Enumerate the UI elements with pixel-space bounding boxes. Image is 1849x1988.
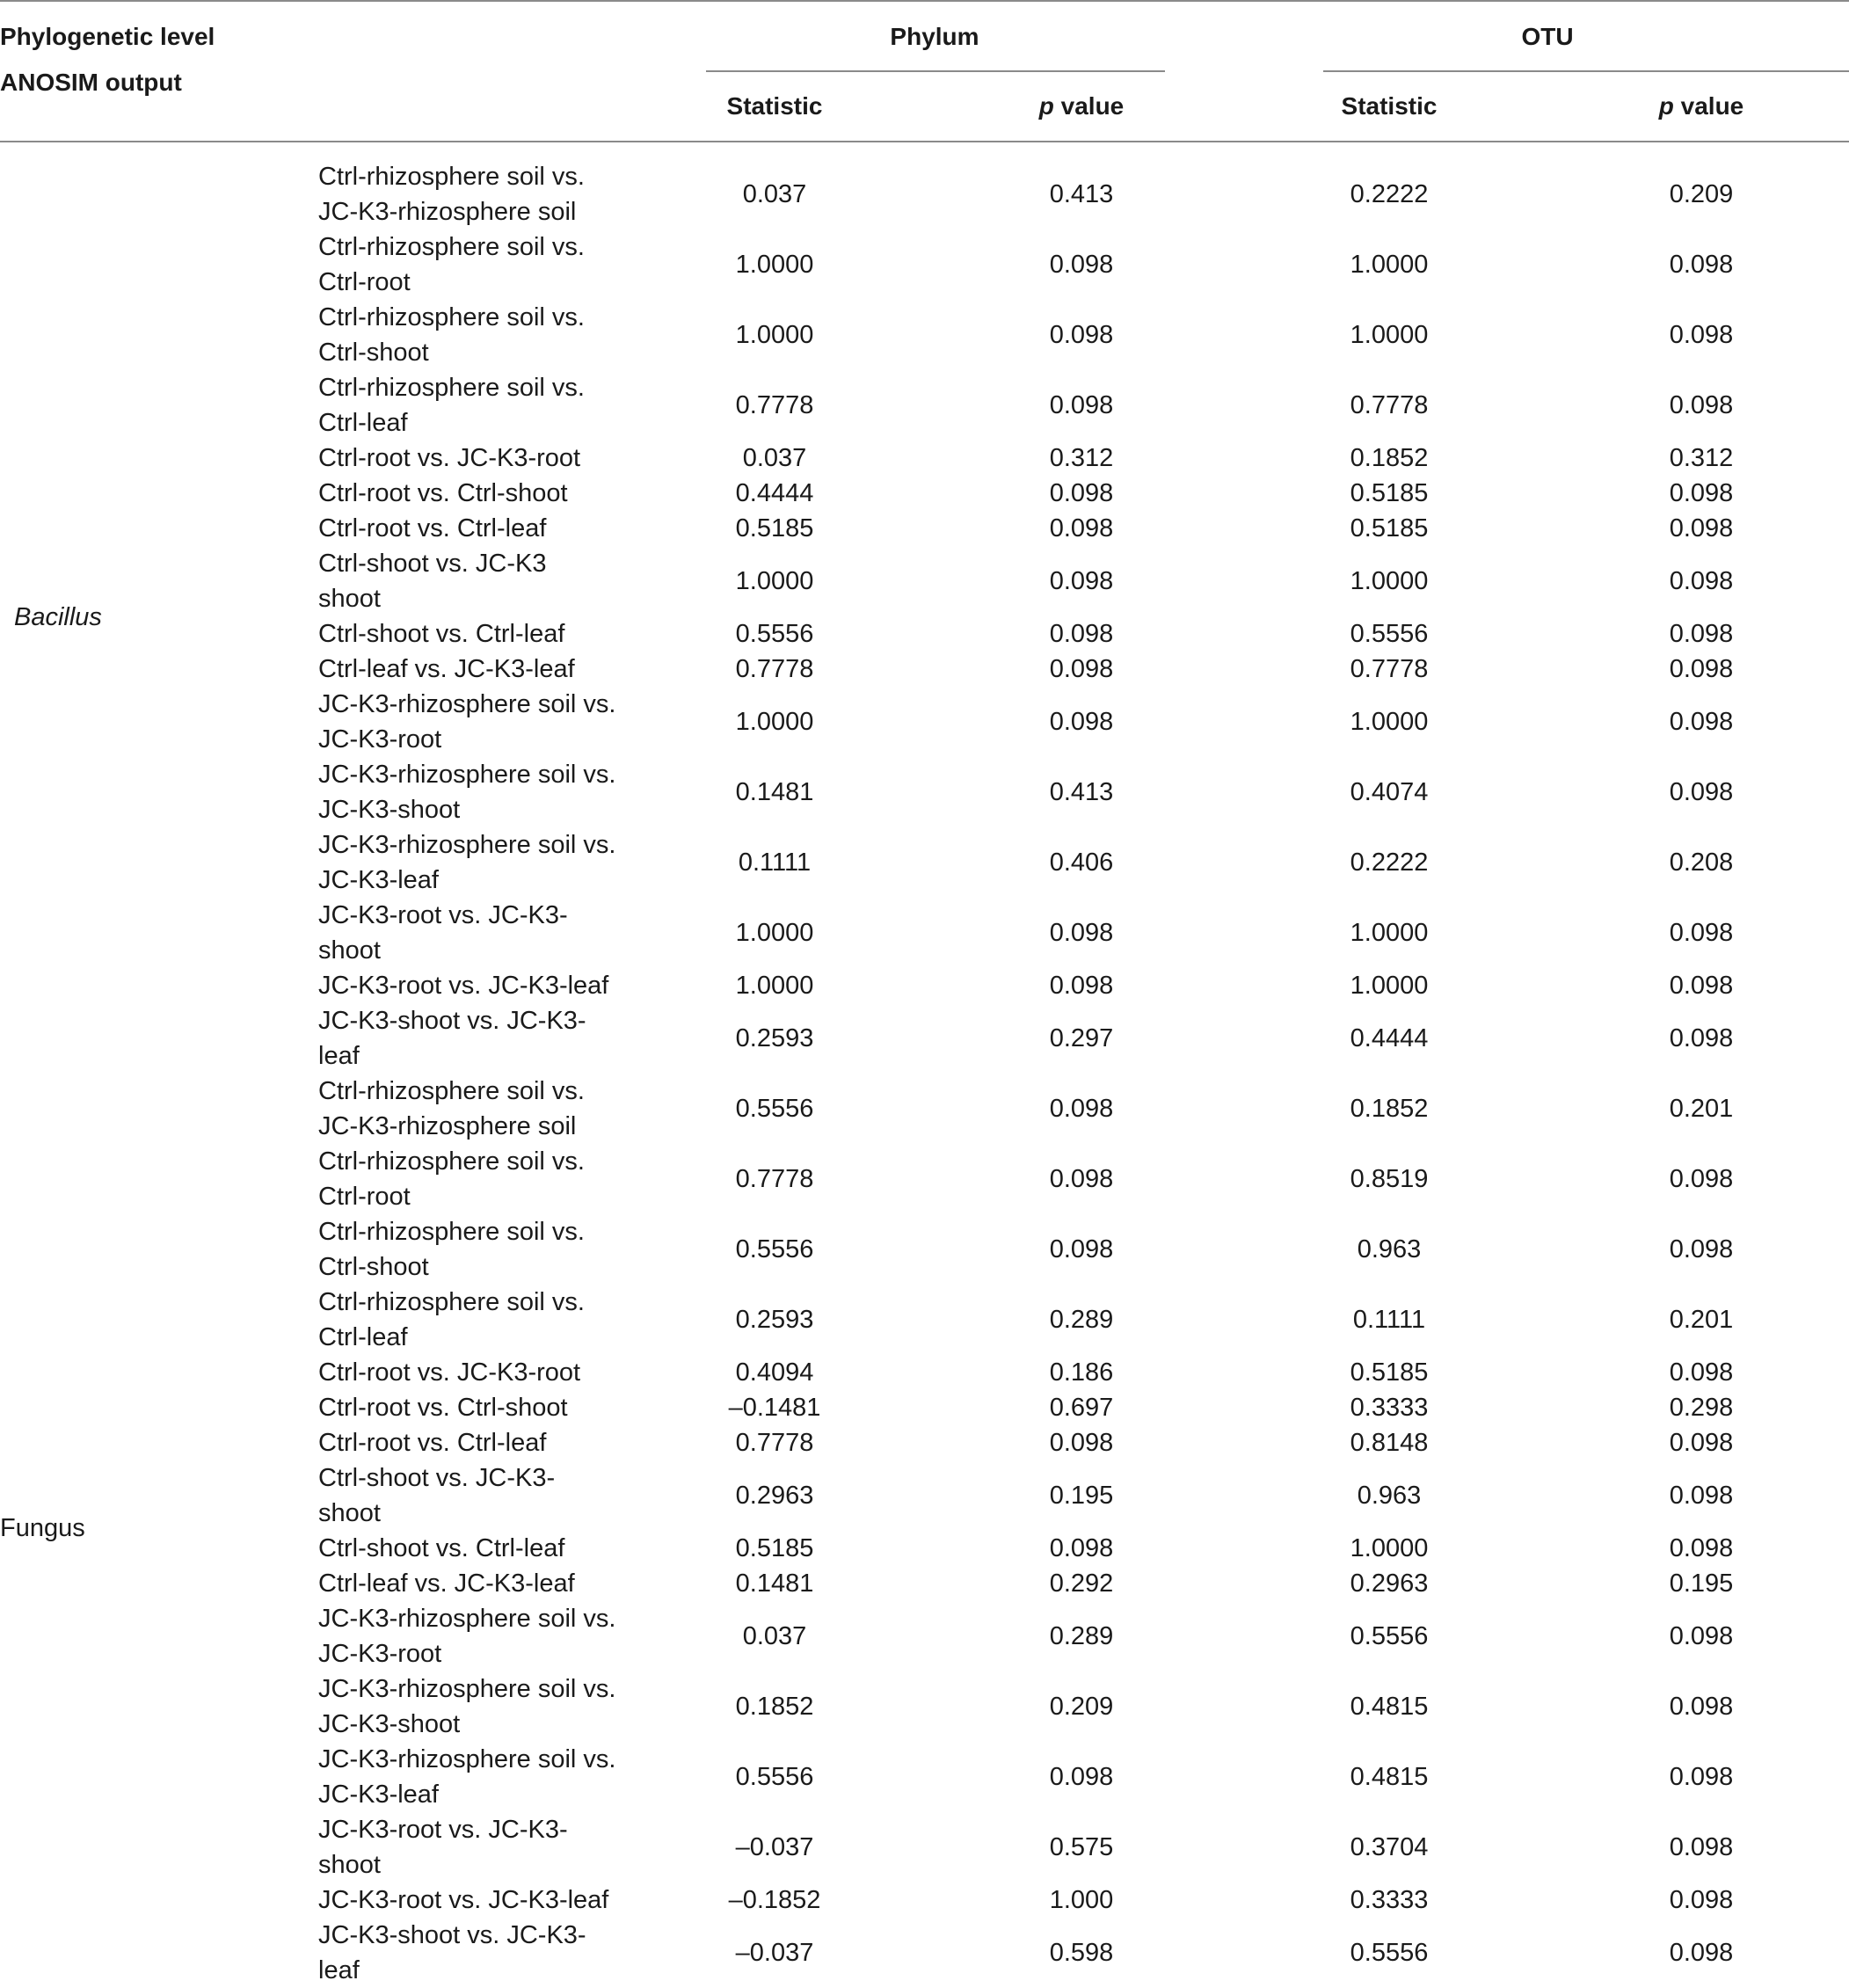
comparison-label bbox=[318, 1285, 635, 1355]
table-row bbox=[0, 687, 1849, 757]
p-italic: p bbox=[1658, 92, 1674, 120]
phylum-p-value-cell: 0.098 bbox=[1049, 1165, 1114, 1193]
phylum-statistic-cell: 1.0000 bbox=[735, 972, 814, 1000]
header-phylum-p-value bbox=[994, 89, 1169, 124]
comparison-line: Ctrl-shoot vs. Ctrl-leaf bbox=[318, 1534, 565, 1562]
comparison-line: JC-K3-rhizosphere soil vs. bbox=[318, 1745, 616, 1773]
comparison-line: Ctrl-shoot bbox=[318, 1253, 429, 1281]
otu-statistic-cell: 0.5556 bbox=[1350, 1939, 1429, 1967]
phylum-p-value-cell: 0.098 bbox=[1049, 620, 1114, 648]
phylum-statistic-cell: 0.7778 bbox=[735, 655, 814, 683]
otu-p-value-cell: 0.098 bbox=[1669, 321, 1734, 349]
otu-statistic-cell: 1.0000 bbox=[1350, 251, 1429, 279]
phylum-statistic-cell: 0.5185 bbox=[735, 1534, 814, 1562]
comparison-label bbox=[318, 687, 635, 757]
phylum-p-value-cell: 0.098 bbox=[1049, 567, 1114, 595]
comparison-label bbox=[318, 1074, 635, 1144]
otu-statistic-cell: 0.5556 bbox=[1350, 1622, 1429, 1650]
otu-p-value-cell: 0.201 bbox=[1669, 1095, 1734, 1123]
otu-p-value-cell: 0.098 bbox=[1669, 1235, 1734, 1263]
comparison-line: Ctrl-rhizosphere soil vs. bbox=[318, 1147, 585, 1176]
comparison-line: Ctrl-shoot vs. JC-K3- bbox=[318, 1464, 556, 1492]
otu-statistic-cell: 0.5185 bbox=[1350, 479, 1429, 507]
otu-p-value-cell: 0.098 bbox=[1669, 391, 1734, 419]
comparison-line: Ctrl-rhizosphere soil vs. bbox=[318, 303, 585, 331]
comparison-line: JC-K3-shoot vs. JC-K3- bbox=[318, 1007, 586, 1035]
comparison-line: Ctrl-root vs. JC-K3-root bbox=[318, 444, 581, 472]
header-phylum-statistic: Statistic bbox=[726, 92, 823, 120]
table-row bbox=[0, 1882, 1849, 1918]
comparison-line: Ctrl-leaf vs. JC-K3-leaf bbox=[318, 655, 575, 683]
otu-statistic-cell: 0.4815 bbox=[1350, 1763, 1429, 1791]
phylum-p-value-cell: 0.697 bbox=[1049, 1394, 1114, 1422]
comparison-line: Ctrl-leaf bbox=[318, 1323, 408, 1351]
otu-p-value-cell: 0.098 bbox=[1669, 567, 1734, 595]
otu-p-value-cell: 0.098 bbox=[1669, 1763, 1734, 1791]
comparison-line: JC-K3-shoot bbox=[318, 796, 461, 824]
otu-statistic-cell: 1.0000 bbox=[1350, 567, 1429, 595]
comparison-line: JC-K3-root vs. JC-K3- bbox=[318, 901, 568, 929]
otu-statistic-cell: 1.0000 bbox=[1350, 919, 1429, 947]
otu-p-value-cell: 0.098 bbox=[1669, 620, 1734, 648]
otu-statistic-cell: 0.2222 bbox=[1350, 180, 1429, 208]
comparison-line: JC-K3-rhizosphere soil bbox=[318, 198, 577, 226]
otu-p-value-cell: 0.098 bbox=[1669, 1886, 1734, 1914]
table-row bbox=[0, 757, 1849, 827]
otu-subrule bbox=[1323, 70, 1849, 72]
phylum-p-value-cell: 0.098 bbox=[1049, 1095, 1114, 1123]
phylum-statistic-cell: 0.7778 bbox=[735, 1429, 814, 1457]
table-row bbox=[0, 616, 1849, 652]
otu-p-value-cell: 0.098 bbox=[1669, 1693, 1734, 1721]
otu-statistic-cell: 0.3333 bbox=[1350, 1886, 1429, 1914]
table-row bbox=[0, 300, 1849, 370]
comparison-line: Ctrl-shoot vs. Ctrl-leaf bbox=[318, 620, 565, 648]
phylum-p-value-cell: 0.292 bbox=[1049, 1569, 1114, 1598]
otu-statistic-cell: 0.4815 bbox=[1350, 1693, 1429, 1721]
otu-p-value-cell: 0.098 bbox=[1669, 1165, 1734, 1193]
comparison-line: shoot bbox=[318, 1851, 381, 1879]
otu-statistic-cell: 0.5185 bbox=[1350, 1358, 1429, 1387]
table-row bbox=[0, 511, 1849, 546]
group-label-fungus: Fungus bbox=[0, 1514, 85, 1542]
header-row-label-2: ANOSIM output bbox=[0, 69, 182, 96]
otu-p-value-cell: 0.098 bbox=[1669, 1534, 1734, 1562]
otu-p-value-cell: 0.209 bbox=[1669, 180, 1734, 208]
table-row bbox=[0, 1074, 1849, 1144]
phylum-statistic-cell: 1.0000 bbox=[735, 919, 814, 947]
table-row bbox=[0, 1601, 1849, 1671]
otu-statistic-cell: 1.0000 bbox=[1350, 1534, 1429, 1562]
phylum-p-value-cell: 0.413 bbox=[1049, 180, 1114, 208]
comparison-line: JC-K3-leaf bbox=[318, 866, 439, 894]
comparison-label bbox=[318, 300, 635, 370]
otu-p-value-cell: 0.098 bbox=[1669, 972, 1734, 1000]
otu-p-value-cell: 0.098 bbox=[1669, 708, 1734, 736]
comparison-label bbox=[318, 1425, 635, 1460]
phylum-p-value-cell: 0.297 bbox=[1049, 1024, 1114, 1052]
phylum-p-value-cell: 0.598 bbox=[1049, 1939, 1114, 1967]
table-row bbox=[0, 1285, 1849, 1355]
phylum-statistic-cell: 0.5556 bbox=[735, 620, 814, 648]
p-italic: p bbox=[1038, 92, 1054, 120]
comparison-line: Ctrl-rhizosphere soil vs. bbox=[318, 374, 585, 402]
comparison-line: JC-K3-root bbox=[318, 1640, 442, 1668]
phylum-statistic-cell: 0.037 bbox=[742, 180, 807, 208]
comparison-label bbox=[318, 827, 635, 898]
phylum-statistic-cell: 1.0000 bbox=[735, 567, 814, 595]
phylum-p-value-cell: 0.098 bbox=[1049, 479, 1114, 507]
otu-p-value-cell: 0.098 bbox=[1669, 778, 1734, 806]
comparison-line: Ctrl-leaf vs. JC-K3-leaf bbox=[318, 1569, 575, 1598]
phylum-subrule bbox=[706, 70, 1165, 72]
table-row bbox=[0, 370, 1849, 441]
comparison-line: Ctrl-root bbox=[318, 1183, 411, 1211]
otu-statistic-cell: 0.1852 bbox=[1350, 1095, 1429, 1123]
table-row bbox=[0, 1566, 1849, 1601]
phylum-p-value-cell: 1.000 bbox=[1049, 1886, 1114, 1914]
phylum-p-value-cell: 0.098 bbox=[1049, 708, 1114, 736]
table-row bbox=[0, 652, 1849, 687]
otu-p-value-cell: 0.098 bbox=[1669, 1833, 1734, 1861]
phylum-p-value-cell: 0.098 bbox=[1049, 1235, 1114, 1263]
table-row bbox=[0, 1003, 1849, 1074]
header-otu-statistic: Statistic bbox=[1341, 92, 1438, 120]
phylum-p-value-cell: 0.098 bbox=[1049, 972, 1114, 1000]
comparison-line: JC-K3-root vs. JC-K3-leaf bbox=[318, 972, 609, 1000]
comparison-label bbox=[318, 1531, 635, 1566]
otu-statistic-cell: 1.0000 bbox=[1350, 972, 1429, 1000]
comparison-label bbox=[318, 1671, 635, 1742]
comparison-line: JC-K3-root vs. JC-K3-leaf bbox=[318, 1886, 609, 1914]
otu-p-value-cell: 0.098 bbox=[1669, 1358, 1734, 1387]
comparison-line: JC-K3-shoot bbox=[318, 1710, 461, 1738]
table-row bbox=[0, 159, 1849, 229]
comparison-label bbox=[318, 1214, 635, 1285]
otu-p-value-cell: 0.098 bbox=[1669, 479, 1734, 507]
otu-p-value-cell: 0.098 bbox=[1669, 655, 1734, 683]
table-row bbox=[0, 1214, 1849, 1285]
comparison-label bbox=[318, 441, 635, 476]
header-group-phylum: Phylum bbox=[890, 23, 979, 50]
table-row bbox=[0, 1425, 1849, 1460]
phylum-statistic-cell: 1.0000 bbox=[735, 321, 814, 349]
phylum-p-value-cell: 0.289 bbox=[1049, 1622, 1114, 1650]
table-row bbox=[0, 827, 1849, 898]
comparison-label bbox=[318, 1460, 635, 1531]
comparison-line: Ctrl-root vs. Ctrl-shoot bbox=[318, 1394, 568, 1422]
comparison-label bbox=[318, 476, 635, 511]
comparison-line: shoot bbox=[318, 936, 381, 965]
table-row bbox=[0, 1390, 1849, 1425]
phylum-p-value-cell: 0.098 bbox=[1049, 514, 1114, 543]
phylum-statistic-cell: 0.7778 bbox=[735, 391, 814, 419]
table-row bbox=[0, 1742, 1849, 1812]
otu-statistic-cell: 1.0000 bbox=[1350, 708, 1429, 736]
table-row bbox=[0, 441, 1849, 476]
comparison-line: Ctrl-root vs. Ctrl-leaf bbox=[318, 514, 547, 543]
comparison-label bbox=[318, 1601, 635, 1671]
table-row bbox=[0, 229, 1849, 300]
comparison-line: JC-K3-leaf bbox=[318, 1780, 439, 1809]
otu-p-value-cell: 0.195 bbox=[1669, 1569, 1734, 1598]
phylum-p-value-cell: 0.098 bbox=[1049, 1534, 1114, 1562]
phylum-statistic-cell: 0.5556 bbox=[735, 1763, 814, 1791]
comparison-line: Ctrl-root vs. Ctrl-shoot bbox=[318, 479, 568, 507]
phylum-statistic-cell: 0.5556 bbox=[735, 1235, 814, 1263]
table-row bbox=[0, 476, 1849, 511]
comparison-line: Ctrl-root bbox=[318, 268, 411, 296]
otu-statistic-cell: 0.4074 bbox=[1350, 778, 1429, 806]
top-rule bbox=[0, 0, 1849, 2]
table-row bbox=[0, 1918, 1849, 1988]
otu-statistic-cell: 0.4444 bbox=[1350, 1024, 1429, 1052]
header-row-label-1: Phylogenetic level bbox=[0, 23, 215, 50]
comparison-label bbox=[318, 1812, 635, 1882]
phylum-statistic-cell: 0.2593 bbox=[735, 1306, 814, 1334]
comparison-line: leaf bbox=[318, 1042, 360, 1070]
otu-p-value-cell: 0.201 bbox=[1669, 1306, 1734, 1334]
comparison-label bbox=[318, 652, 635, 687]
otu-p-value-cell: 0.098 bbox=[1669, 919, 1734, 947]
phylum-statistic-cell: 0.4094 bbox=[735, 1358, 814, 1387]
table-row bbox=[0, 1355, 1849, 1390]
otu-statistic-cell: 0.2963 bbox=[1350, 1569, 1429, 1598]
phylum-p-value-cell: 0.406 bbox=[1049, 848, 1114, 877]
phylum-p-value-cell: 0.289 bbox=[1049, 1306, 1114, 1334]
comparison-line: Ctrl-rhizosphere soil vs. bbox=[318, 1288, 585, 1316]
comparison-label bbox=[318, 1003, 635, 1074]
table-row bbox=[0, 1460, 1849, 1531]
comparison-line: JC-K3-root bbox=[318, 725, 442, 754]
otu-p-value-cell: 0.098 bbox=[1669, 1024, 1734, 1052]
p-value-suffix: value bbox=[1673, 92, 1744, 120]
phylum-statistic-cell: 0.5185 bbox=[735, 514, 814, 543]
phylum-statistic-cell: 0.5556 bbox=[735, 1095, 814, 1123]
otu-p-value-cell: 0.098 bbox=[1669, 1482, 1734, 1510]
comparison-label bbox=[318, 898, 635, 968]
otu-statistic-cell: 0.3333 bbox=[1350, 1394, 1429, 1422]
phylum-statistic-cell: –0.1852 bbox=[728, 1886, 821, 1914]
comparison-label bbox=[318, 159, 635, 229]
phylum-p-value-cell: 0.209 bbox=[1049, 1693, 1114, 1721]
phylum-p-value-cell: 0.098 bbox=[1049, 251, 1114, 279]
comparison-line: shoot bbox=[318, 1499, 381, 1527]
comparison-line: JC-K3-rhizosphere soil vs. bbox=[318, 690, 616, 718]
otu-statistic-cell: 0.8148 bbox=[1350, 1429, 1429, 1457]
otu-p-value-cell: 0.298 bbox=[1669, 1394, 1734, 1422]
header-otu-p-value bbox=[1613, 89, 1789, 124]
table-row bbox=[0, 546, 1849, 616]
comparison-label bbox=[318, 1882, 635, 1918]
comparison-label bbox=[318, 968, 635, 1003]
otu-statistic-cell: 0.963 bbox=[1357, 1235, 1422, 1263]
table-row bbox=[0, 1671, 1849, 1742]
otu-statistic-cell: 0.8519 bbox=[1350, 1165, 1429, 1193]
comparison-line: Ctrl-shoot vs. JC-K3 bbox=[318, 550, 547, 578]
comparison-line: Ctrl-shoot bbox=[318, 339, 429, 367]
otu-p-value-cell: 0.098 bbox=[1669, 514, 1734, 543]
phylum-p-value-cell: 0.575 bbox=[1049, 1833, 1114, 1861]
otu-statistic-cell: 0.1852 bbox=[1350, 444, 1429, 472]
phylum-statistic-cell: 0.037 bbox=[742, 1622, 807, 1650]
phylum-p-value-cell: 0.098 bbox=[1049, 391, 1114, 419]
otu-statistic-cell: 0.3704 bbox=[1350, 1833, 1429, 1861]
phylum-statistic-cell: –0.037 bbox=[735, 1939, 814, 1967]
header-bottom-rule bbox=[0, 141, 1849, 142]
phylum-statistic-cell: 0.1481 bbox=[735, 778, 814, 806]
comparison-line: Ctrl-rhizosphere soil vs. bbox=[318, 1077, 585, 1105]
comparison-line: JC-K3-rhizosphere soil vs. bbox=[318, 831, 616, 859]
header-group-otu: OTU bbox=[1521, 23, 1574, 50]
phylum-statistic-cell: 0.2593 bbox=[735, 1024, 814, 1052]
table-row bbox=[0, 898, 1849, 968]
otu-p-value-cell: 0.098 bbox=[1669, 1622, 1734, 1650]
phylum-p-value-cell: 0.312 bbox=[1049, 444, 1114, 472]
phylum-statistic-cell: 0.4444 bbox=[735, 479, 814, 507]
otu-statistic-cell: 1.0000 bbox=[1350, 321, 1429, 349]
phylum-p-value-cell: 0.098 bbox=[1049, 655, 1114, 683]
otu-statistic-cell: 0.5185 bbox=[1350, 514, 1429, 543]
comparison-label bbox=[318, 757, 635, 827]
otu-p-value-cell: 0.208 bbox=[1669, 848, 1734, 877]
phylum-p-value-cell: 0.413 bbox=[1049, 778, 1114, 806]
comparison-line: Ctrl-rhizosphere soil vs. bbox=[318, 163, 585, 191]
phylum-statistic-cell: 1.0000 bbox=[735, 251, 814, 279]
phylum-statistic-cell: 0.1852 bbox=[735, 1693, 814, 1721]
otu-statistic-cell: 0.1111 bbox=[1352, 1306, 1426, 1334]
table-row bbox=[0, 1812, 1849, 1882]
comparison-line: Ctrl-root vs. JC-K3-root bbox=[318, 1358, 581, 1387]
comparison-label bbox=[318, 1742, 635, 1812]
table-row bbox=[0, 1531, 1849, 1566]
comparison-line: Ctrl-leaf bbox=[318, 409, 408, 437]
comparison-line: Ctrl-rhizosphere soil vs. bbox=[318, 233, 585, 261]
comparison-line: JC-K3-rhizosphere soil vs. bbox=[318, 1605, 616, 1633]
phylum-statistic-cell: 0.2963 bbox=[735, 1482, 814, 1510]
comparison-label bbox=[318, 1144, 635, 1214]
comparison-label bbox=[318, 546, 635, 616]
phylum-p-value-cell: 0.098 bbox=[1049, 321, 1114, 349]
otu-statistic-cell: 0.5556 bbox=[1350, 620, 1429, 648]
otu-p-value-cell: 0.098 bbox=[1669, 1429, 1734, 1457]
otu-p-value-cell: 0.312 bbox=[1669, 444, 1734, 472]
comparison-line: shoot bbox=[318, 585, 381, 613]
comparison-label bbox=[318, 1918, 635, 1988]
comparison-line: leaf bbox=[318, 1956, 360, 1984]
comparison-label bbox=[318, 1355, 635, 1390]
comparison-label bbox=[318, 229, 635, 300]
phylum-p-value-cell: 0.195 bbox=[1049, 1482, 1114, 1510]
phylum-statistic-cell: 0.1111 bbox=[738, 848, 812, 877]
phylum-statistic-cell: –0.037 bbox=[735, 1833, 814, 1861]
otu-p-value-cell: 0.098 bbox=[1669, 251, 1734, 279]
phylum-p-value-cell: 0.186 bbox=[1049, 1358, 1114, 1387]
phylum-statistic-cell: 1.0000 bbox=[735, 708, 814, 736]
comparison-label bbox=[318, 616, 635, 652]
table-row bbox=[0, 1144, 1849, 1214]
otu-statistic-cell: 0.2222 bbox=[1350, 848, 1429, 877]
comparison-line: JC-K3-rhizosphere soil vs. bbox=[318, 761, 616, 789]
phylum-statistic-cell: 0.1481 bbox=[735, 1569, 814, 1598]
otu-p-value-cell: 0.098 bbox=[1669, 1939, 1734, 1967]
comparison-line: JC-K3-rhizosphere soil vs. bbox=[318, 1675, 616, 1703]
phylum-statistic-cell: 0.037 bbox=[742, 444, 807, 472]
otu-statistic-cell: 0.7778 bbox=[1350, 655, 1429, 683]
comparison-label bbox=[318, 1566, 635, 1601]
comparison-label bbox=[318, 1390, 635, 1425]
comparison-line: JC-K3-root vs. JC-K3- bbox=[318, 1816, 568, 1844]
comparison-line: JC-K3-shoot vs. JC-K3- bbox=[318, 1921, 586, 1949]
phylum-p-value-cell: 0.098 bbox=[1049, 1763, 1114, 1791]
comparison-line: Ctrl-rhizosphere soil vs. bbox=[318, 1218, 585, 1246]
phylum-p-value-cell: 0.098 bbox=[1049, 1429, 1114, 1457]
phylum-p-value-cell: 0.098 bbox=[1049, 919, 1114, 947]
comparison-line: JC-K3-rhizosphere soil bbox=[318, 1112, 577, 1140]
phylum-statistic-cell: 0.7778 bbox=[735, 1165, 814, 1193]
otu-statistic-cell: 0.7778 bbox=[1350, 391, 1429, 419]
group-label-bacillus: Bacillus bbox=[14, 603, 102, 631]
phylum-statistic-cell: –0.1481 bbox=[728, 1394, 821, 1422]
comparison-line: Ctrl-root vs. Ctrl-leaf bbox=[318, 1429, 547, 1457]
otu-statistic-cell: 0.963 bbox=[1357, 1482, 1422, 1510]
table-row bbox=[0, 968, 1849, 1003]
comparison-label bbox=[318, 370, 635, 441]
p-value-suffix: value bbox=[1053, 92, 1125, 120]
comparison-label bbox=[318, 511, 635, 546]
